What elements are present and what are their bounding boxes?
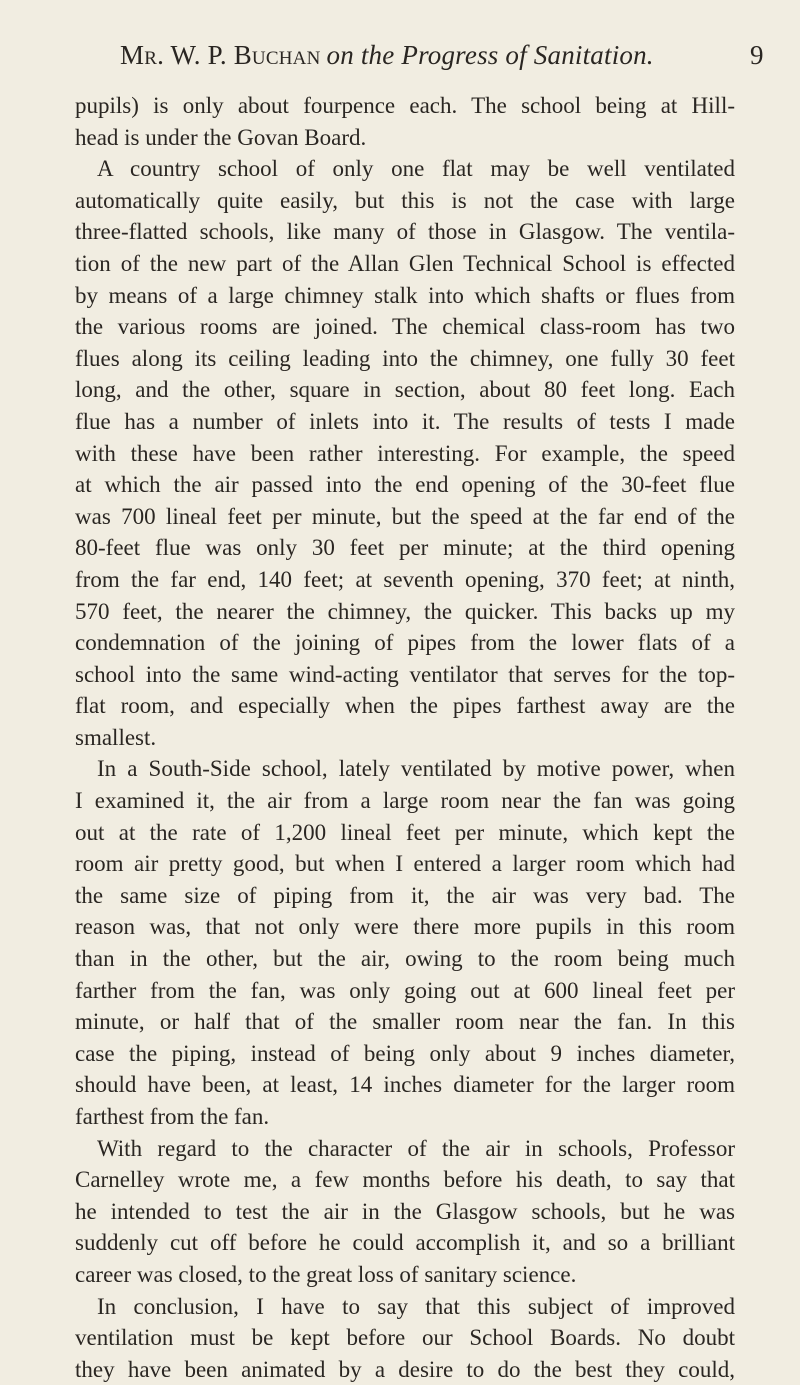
text-line: In a South-Side school, lately ventilated by motive power, when (97, 756, 735, 782)
text-line: 80-feet flue was only 30 feet per minute; at the third opening (75, 535, 735, 561)
text-line: condemnation of the joining of pipes from the lower flats of a (75, 630, 735, 656)
body-text (75, 90, 735, 1385)
text-line: farther from the fan, was only going out at 600 lineal feet per (75, 977, 735, 1003)
text-line: flues along its ceiling leading into the chimney, one fully 30 feet (75, 345, 735, 371)
text-line: with these have been rather interesting. For example, the speed (75, 440, 735, 466)
text-line: farthest from the fan. (75, 1104, 270, 1129)
text-line: three-flatted schools, like many of those in Glasgow. The ventila- (75, 219, 735, 245)
text-line: Carnelley wrote me, a few months before his death, to say that (75, 1167, 735, 1193)
text-line: 570 feet, the nearer the chimney, the quicker. This backs up my (75, 598, 735, 624)
text-line: school into the same wind-acting ventilator that serves for the top- (75, 661, 735, 687)
text-line: was 700 lineal feet per minute, but the speed at the far end of the (75, 503, 735, 529)
text-line: out at the rate of 1,200 lineal feet per minute, which kept the (75, 819, 735, 845)
text-line: than in the other, but the air, owing to the room being much (75, 946, 735, 972)
text-line: suddenly cut off before he could accomplish it, and so a brilliant (75, 1230, 735, 1256)
text-line: head is under the Govan Board. (75, 124, 367, 150)
text-line: minute, or half that of the smaller room near the fan. In this (75, 1009, 735, 1035)
text-line: flue has a number of inlets into it. The results of tests I made (75, 408, 735, 434)
text-line: automatically quite easily, but this is not the case with large (75, 187, 735, 213)
text-line: the same size of piping from it, the air was very bad. The (75, 882, 735, 908)
text-line: smallest. (75, 724, 157, 750)
page-number: 9 (750, 40, 764, 70)
text-line: career was closed, to the great loss of sanitary science. (75, 1261, 577, 1287)
text-line: With regard to the character of the air in schools, Professor (97, 1135, 735, 1161)
text-line: should have been, at least, 14 inches diameter for the larger room (75, 1072, 735, 1098)
running-head-author: Mr. W. P. Buchan (120, 40, 321, 70)
text-line: A country school of only one flat may be well ventilated (97, 156, 735, 182)
text-line: at which the air passed into the end opening of the 30-feet flue (75, 472, 735, 498)
text-line: reason was, that not only were there more pupils in this room (75, 914, 735, 940)
text-line: tion of the new part of the Allan Glen Technical School is effected (75, 250, 735, 276)
text-line: room air pretty good, but when I entered a larger room which had (75, 851, 735, 877)
text-line: pupils) is only about fourpence each. The school being at Hill- (75, 93, 735, 118)
running-head (120, 38, 800, 72)
text-line: from the far end, 140 feet; at seventh opening, 370 feet; at ninth, (75, 566, 735, 592)
running-head-title: on the Progress of Sanitation. (326, 40, 654, 70)
text-line: flat room, and especially when the pipes farthest away are the (75, 693, 735, 719)
text-line: by means of a large chimney stalk into which shafts or flues from (75, 282, 735, 308)
text-line: case the piping, instead of being only about 9 inches diameter, (75, 1040, 735, 1066)
text-line: the various rooms are joined. The chemical class-room has two (75, 314, 735, 340)
text-line: In conclusion, I have to say that this subject of improved (97, 1293, 735, 1319)
text-line: long, and the other, square in section, about 80 feet long. Each (75, 377, 735, 403)
text-line: they have been animated by a desire to do the best they could, (75, 1356, 735, 1382)
text-line: he intended to test the air in the Glasgow schools, but he was (75, 1198, 735, 1224)
text-line: ventilation must be kept before our School Boards. No doubt (75, 1325, 735, 1351)
text-line: I examined it, the air from a large room near the fan was going (75, 788, 735, 814)
